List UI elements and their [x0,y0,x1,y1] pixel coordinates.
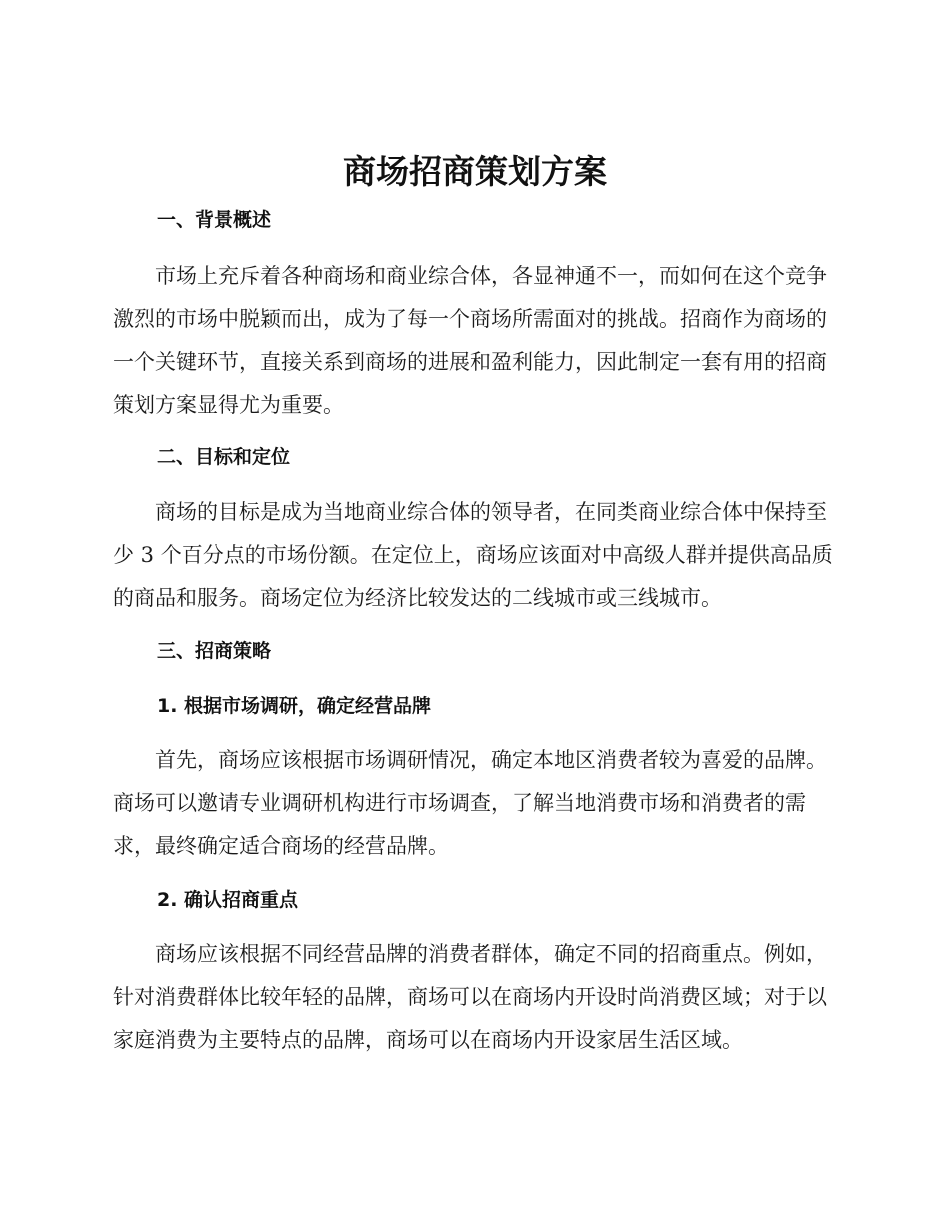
document-title: 商场招商策划方案 [343,152,607,191]
paragraph-focus: 商场应该根据不同经营品牌的消费者群体，确定不同的招商重点。例如，针对消费群体比较年轻的品牌，商场可以在商场内开设时尚消费区域；对于以家庭消费为主要特点的品牌，商场可以在商场内开设家居生活区域。 [113,942,827,1052]
subsection-heading-focus: 2. 确认招商重点 [157,889,299,911]
paragraph-goals: 商场的目标是成为当地商业综合体的领导者，在同类商业综合体中保持至少 3 个百分点的市场份额。在定位上，商场应该面对中高级人群并提供高品质的商品和服务。商场定位为经济比较发达的二线城市或三线城市。 [113,500,833,610]
section-heading-background: 一、背景概述 [157,209,272,231]
section-heading-goals: 二、目标和定位 [157,446,291,468]
paragraph-brand: 首先，商场应该根据市场调研情况，确定本地区消费者较为喜爱的品牌。商场可以邀请专业调研机构进行市场调查，了解当地消费市场和消费者的需求，最终确定适合商场的经营品牌。 [113,748,827,858]
subsection-heading-brand: 1. 根据市场调研，确定经营品牌 [157,695,432,717]
paragraph-background: 市场上充斥着各种商场和商业综合体，各显神通不一，而如何在这个竞争激烈的市场中脱颖而出，成为了每一个商场所需面对的挑战。招商作为商场的一个关键环节，直接关系到商场的进展和盈利能力，因此制定一套有用的招商策划方案显得尤为重要。 [113,264,827,417]
section-heading-strategy: 三、招商策略 [157,640,272,662]
